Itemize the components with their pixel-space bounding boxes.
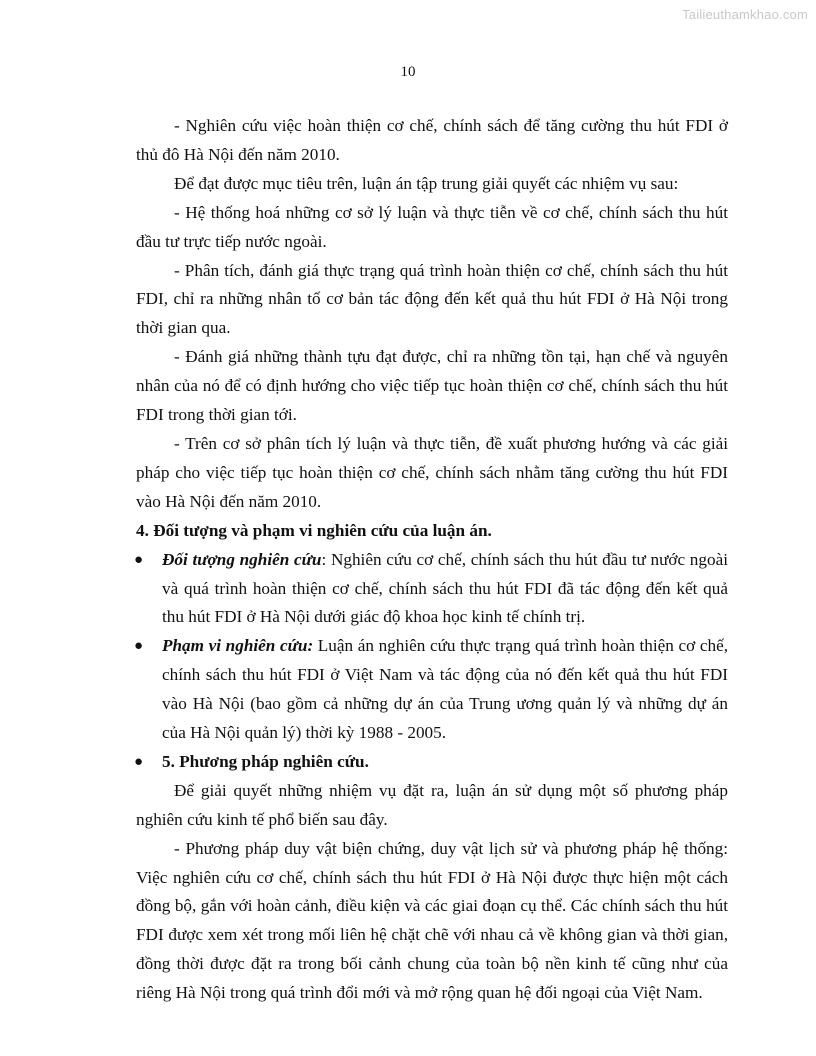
page-number: 10 [400,64,416,80]
paragraph: - Phương pháp duy vật biện chứng, duy vật lịch sử và phương pháp hệ thống: Việc nghiên cứu cơ chế, chính sách thu hút FDI ở Hà Nội được thực hiện một cách đồng bộ, gắn với hoàn cảnh, điều kiện và các giai đoạn cụ thể. Các chính sách thu hút FDI được xem xét trong mối liên hệ chặt chẽ với nhau cả về không gian và thời gian, đồng thời được đặt ra trong bối cảnh chung của toàn bộ nền kinh tế cũng như của riêng Hà Nội trong quá trình đổi mới và mở rộng quan hệ đối ngoại của Việt Nam. [136,838,728,1003]
bullet-item-scope [136,632,728,748]
paragraph: - Trên cơ sở phân tích lý luận và thực tiễn, đề xuất phương hướng và các giải pháp cho việc tiếp tục hoàn thiện cơ chế, chính sách nhằm tăng cường thu hút FDI vào Hà Nội đến năm 2010. [136,433,728,511]
bullet-dot-icon: ● [134,753,144,770]
bullet-label: Đối tượng nghiên cứu [162,549,322,569]
bullet-item-object [136,546,728,633]
document-body [136,112,728,1008]
bullet-text: Luận án nghiên cứu thực trạng quá trình hoàn thiện cơ chế, chính sách thu hút FDI ở Việt Nam và tác động của nó đến kết quả thu hút FDI vào Hà Nội (bao gồm cả những dự án của Trung ương quản lý và những dự án của Hà Nội quản lý) thời kỳ 1988 - 2005. [162,636,728,743]
paragraph: Để đạt được mục tiêu trên, luận án tập trung giải quyết các nhiệm vụ sau: [174,173,679,193]
bullet-text: : Nghiên cứu cơ chế, chính sách thu hút đầu tư nước ngoài và quá trình hoàn thiện cơ chế, chính sách thu hút FDI đã tác động đến kết quả thu hút FDI ở Hà Nội dưới giác độ khoa học kinh tế chính trị. [162,549,728,627]
section-5-heading: 5. Phương pháp nghiên cứu. [162,751,369,771]
paragraph: - Đánh giá những thành tựu đạt được, chỉ ra những tồn tại, hạn chế và nguyên nhân của nó để có định hướng cho việc tiếp tục hoàn thiện cơ chế, chính sách thu hút FDI trong thời gian tới. [136,347,728,425]
bullet-label: Phạm vi nghiên cứu: [162,636,314,656]
section-4-bullet-list [136,546,728,777]
paragraph: - Phân tích, đánh giá thực trạng quá trình hoàn thiện cơ chế, chính sách thu hút FDI, chỉ ra những nhân tố cơ bản tác động đến kết quả thu hút FDI ở Hà Nội trong thời gian qua. [136,260,728,338]
bullet-item-method-heading [136,748,728,777]
bullet-dot-icon: ● [134,638,144,655]
paragraph: - Hệ thống hoá những cơ sở lý luận và thực tiễn về cơ chế, chính sách thu hút đầu tư trực tiếp nước ngoài. [136,202,728,251]
watermark: Tailieuthamkhao.com [682,7,808,22]
section-4-heading: 4. Đối tượng và phạm vi nghiên cứu của luận án. [136,520,492,540]
paragraph: Để giải quyết những nhiệm vụ đặt ra, luận án sử dụng một số phương pháp nghiên cứu kinh tế phổ biến sau đây. [136,780,728,829]
bullet-dot-icon: ● [134,551,144,568]
paragraph: - Nghiên cứu việc hoàn thiện cơ chế, chính sách để tăng cường thu hút FDI ở thủ đô Hà Nội đến năm 2010. [136,116,728,164]
